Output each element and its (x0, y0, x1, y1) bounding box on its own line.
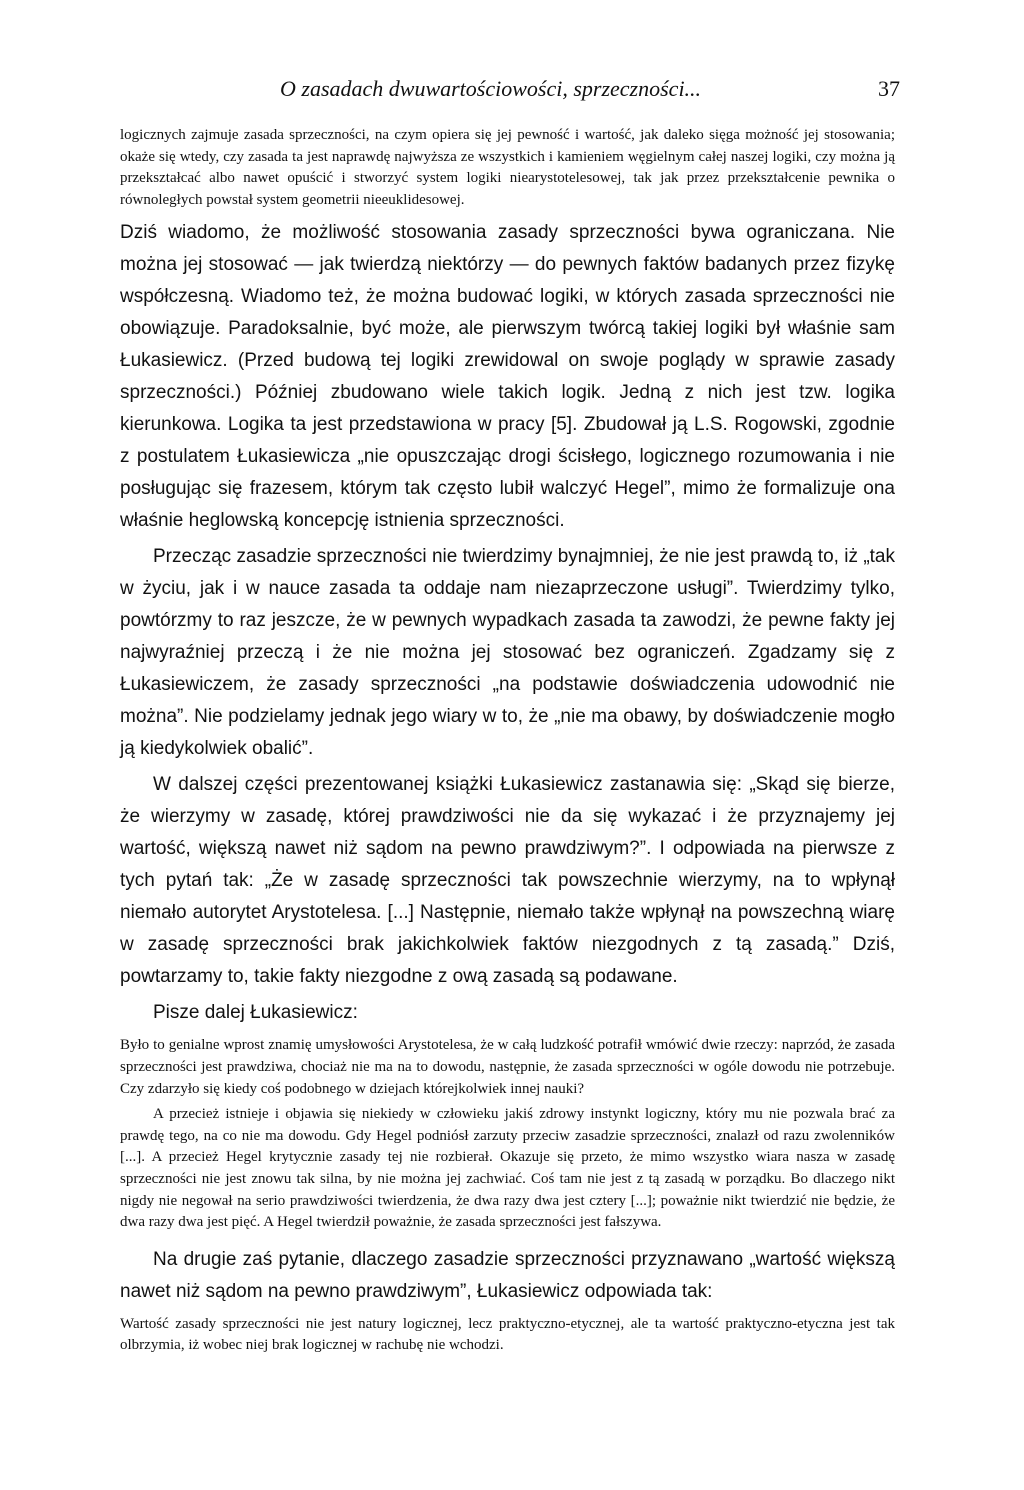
continued-quote-paragraph: logicznych zajmuje zasada sprzeczności, na czym opiera się jej pewność i wartość, jak daleko sięga możność jej stosowania; okaże się wtedy, czy zasada ta jest naprawdę najwyższa ze wszystkich i kamieniem węgielnym całej naszej logiki, czy można ją przekształcać albo nawet opuścić i stworzyć system logiki niearystotelesowej, tak jak przez przekształcenie pewnika o równoległych powstał system geometrii nieeuklidesowej. (120, 127, 895, 208)
body-paragraph-5: Na drugie zaś pytanie, dlaczego zasadzie sprzeczności przyznawano „wartość większą nawet niż sądom na pewno prawdziwym”, Łukasiewicz odpowiada tak: (120, 1248, 895, 1302)
running-header (280, 76, 900, 108)
page-body (120, 125, 895, 1357)
body-paragraph-4: Pisze dalej Łukasiewicz: (153, 1002, 358, 1024)
body-paragraph-1: Dziś wiadomo, że możliwość stosowania zasady sprzeczności bywa ograniczana. Nie można jej stosować — jak twierdzą niektórzy — do pewnych faktów badanych przez fizykę współczesną. Wiadomo też, że można budować logiki, w których zasada sprzeczności nie obowiązuje. Paradoksalnie, być może, ale pierwszym twórcą takiej logiki był właśnie sam Łukasiewicz. (Przed budową tej logiki zrewidowal on swoje poglądy w sprawie zasady sprzeczności.) Później zbudowano wiele takich logik. Jedną z nich jest tzw. logika kierunkowa. Logika ta jest przedstawiona w pracy [5]. Zbudował ją L.S. Rogowski, zgodnie z postulatem Łukasiewicza „nie opuszczając drogi ścisłego, logicznego rozumowania i nie posługując się frazesem, którym tak często lubił walczyć Hegel”, mimo że formalizuje ona właśnie heglowską koncepcję istnienia sprzeczności. (120, 222, 895, 532)
body-paragraph-2: Przecząc zasadzie sprzeczności nie twierdzimy bynajmniej, że nie jest prawdą to, iż „tak w życiu, jak i w nauce zasada ta oddaje nam niezaprzeczone usługi”. Twierdzimy tylko, powtórzmy to raz jeszcze, że w pewnych wypadkach zasada ta zawodzi, że pewne fakty jej najwyraźniej przeczą i że nie można jej stosować bez ograniczeń. Zgadzamy się z Łukasiewiczem, że zasady sprzeczności „na podstawie doświadczenia udowodnić nie można”. Nie podzielamy jednak jego wiary w to, że „nie ma obawy, by doświadczenie mogło ją kiedykolwiek obalić”. (120, 546, 895, 760)
page-number: 37 (878, 76, 900, 101)
block-quote-2: A przecież istnieje i objawia się niekiedy w człowieku jakiś zdrowy instynkt logiczny, który mu nie pozwala brać za prawdę tego, na co nie ma dowodu. Gdy Hegel podniósł zarzuty przeciw zasadzie sprzeczności, znalazł od razu zwolenników [...]. A przecież Hegel krytycznie zasady tej nie rozbierał. Okazuje się przeto, że mimo wszystko wiara nasza w zasadę sprzeczności nie jest znowu tak silna, by nie można jej zachwiać. Coś tam nie jest z tą zasadą w porządku. Bo dlaczego nikt nigdy nie negował na serio prawdziwości twierdzenia, że dwa razy dwa jest cztery [...]; poważnie nikt twierdzić nie będzie, że dwa razy dwa jest pięć. A Hegel twierdził poważnie, że zasada sprzeczności jest fałszywa. (120, 1106, 895, 1231)
body-paragraph-3: W dalszej części prezentowanej książki Łukasiewicz zastanawia się: „Skąd się bierze, że wierzymy w zasadę, której prawdziwości nie da się wykazać i że przyznajemy jej wartość, większą nawet niż sądom na pewno prawdziwym?”. I odpowiada na pierwsze z tych pytań tak: „Że w zasadę sprzeczności tak powszechnie wierzymy, na to wpłynął niemało autorytet Arystotelesa. [...] Następnie, niemało także wpłynął na powszechną wiarę w zasadę sprzeczności brak jakichkolwiek faktów niezgodnych z tą zasadą.” Dziś, powtarzamy to, takie fakty niezgodne z ową zasadą są podawane. (120, 774, 895, 988)
block-quote-1: Było to genialne wprost znamię umysłowości Arystotelesa, że w całą ludzkość potrafił wmówić dwie rzeczy: naprzód, że zasada sprzeczności jest prawdziwa, chociaż nie ma na to dowodu, następnie, że zasada sprzeczności w ogóle dowodu nie potrzebuje. Czy zdarzyło się kiedy coś podobnego w dziejach którejkolwiek innej nauki? (120, 1037, 895, 1097)
running-title: O zasadach dwuwartościowości, sprzeczności... (280, 76, 702, 101)
block-quote-3: Wartość zasady sprzeczności nie jest natury logicznej, lecz praktyczno-etycznej, ale ta wartość praktyczno-etyczna jest tak olbrzymia, iż wobec niej brak logicznej w rachubę nie wchodzi. (120, 1315, 895, 1354)
